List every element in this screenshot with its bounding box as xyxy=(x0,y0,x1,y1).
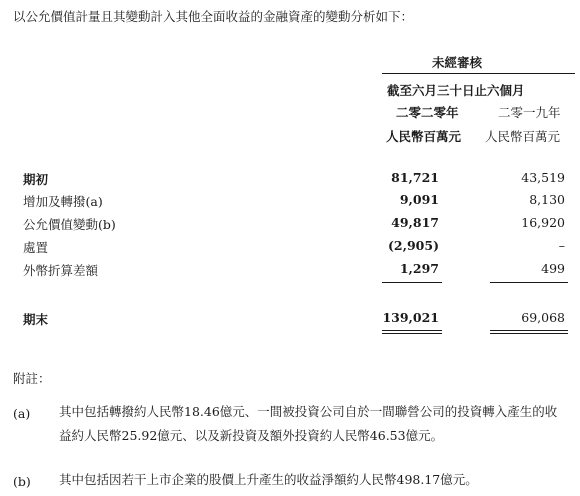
subtotal-rule-prior xyxy=(490,282,568,283)
row-value-current: 49,817 xyxy=(391,215,439,230)
total-double-rule-prior-top xyxy=(490,330,568,331)
note-text: 其中包括因若干上市企業的股價上升產生的收益淨額約人民幣498.17億元。 xyxy=(59,472,478,487)
row-label-additions: 增加及轉撥(a) xyxy=(23,194,103,209)
note-marker: (a) xyxy=(13,406,31,421)
total-double-rule-prior-bottom xyxy=(490,333,568,334)
total-double-rule-current-bottom xyxy=(382,333,442,334)
row-label-fair-value-change: 公允價值變動(b) xyxy=(23,217,116,232)
header-year-prior: 二零一九年 xyxy=(498,105,561,120)
header-unit-current: 人民幣百萬元 xyxy=(386,129,462,144)
row-label-opening: 期初 xyxy=(23,172,49,187)
header-unit-prior: 人民幣百萬元 xyxy=(485,129,561,144)
row-value-prior: – xyxy=(558,238,565,253)
row-label-closing: 期末 xyxy=(23,312,49,327)
intro-text: 以公允價值計量且其變動計入其他全面收益的金融資產的變動分析如下： xyxy=(13,9,414,24)
header-year-current: 二零二零年 xyxy=(396,105,459,120)
row-label-disposals: 處置 xyxy=(23,240,49,255)
row-label-fx-difference: 外幣折算差額 xyxy=(23,263,99,278)
total-double-rule-current-top xyxy=(382,330,442,331)
subtotal-rule-current xyxy=(382,282,442,283)
header-period: 截至六月三十日止六個月 xyxy=(387,83,525,98)
note-text: 其中包括轉撥約人民幣18.46億元、一間被投資公司自於一間聯營公司的投資轉入產生的收益約人民幣25.92億元、以及新投資及額外投資約人民幣46.53億元。 xyxy=(59,404,558,443)
row-value-current: 9,091 xyxy=(399,192,439,207)
row-value-current: 81,721 xyxy=(391,170,439,185)
row-value-prior: 16,920 xyxy=(521,215,565,230)
row-value-prior: 499 xyxy=(541,261,565,276)
header-unaudited: 未經審核 xyxy=(432,55,483,70)
row-value-current: 1,297 xyxy=(399,261,439,276)
total-value-prior: 69,068 xyxy=(521,310,565,325)
row-value-current: (2,905) xyxy=(388,238,439,253)
row-value-prior: 8,130 xyxy=(529,192,565,207)
total-value-current: 139,021 xyxy=(382,310,439,325)
notes-heading: 附註： xyxy=(13,371,51,386)
header-rule xyxy=(382,73,575,74)
note-marker: (b) xyxy=(13,474,31,489)
row-value-prior: 43,519 xyxy=(521,170,565,185)
